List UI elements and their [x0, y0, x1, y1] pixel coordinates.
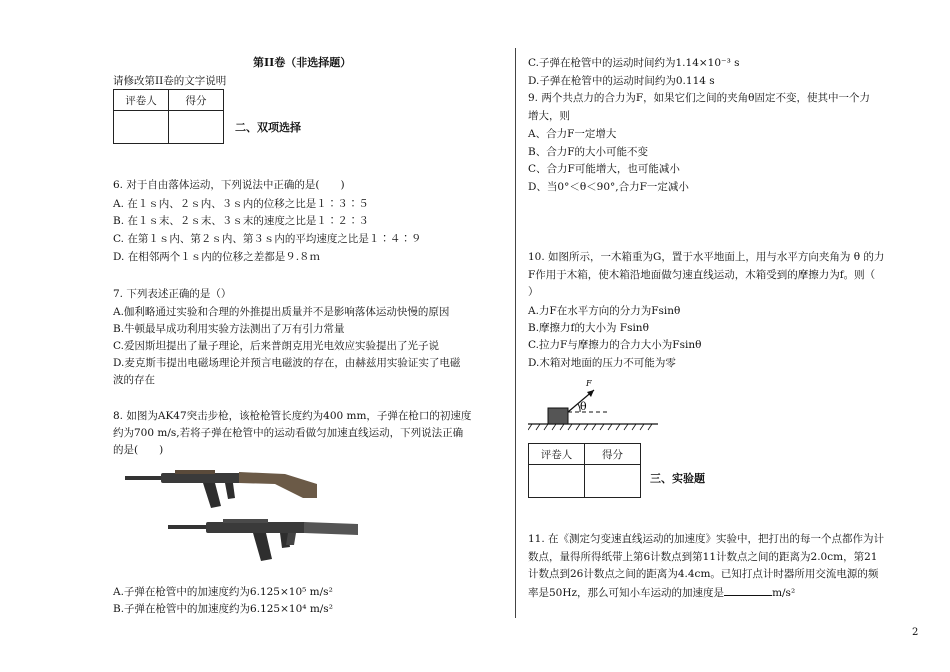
- q6-option-c: C. 在第１ｓ内、第２ｓ内、第３ｓ内的平均速度之比是１∶４∶９: [113, 233, 422, 245]
- rifle-image-bottom: [168, 515, 363, 565]
- q8-stem: 的是( ): [113, 444, 164, 456]
- q10-option-c: C.拉力F与摩擦力的合力大小为Fsinθ: [528, 339, 702, 351]
- q11-stem-last: [528, 585, 795, 600]
- q11-stem: 数点，量得所得纸带上第6计数点到第11计数点之间的距离为2.0cm，第21: [528, 551, 878, 563]
- q6-stem: 6. 对于自由落体运动，下列说法中正确的是( ): [113, 179, 345, 191]
- section-title: 三、实验题: [650, 472, 705, 485]
- rifle-image-top: [125, 462, 320, 510]
- q6-option-b: B. 在１ｓ末、２ｓ末、３ｓ末的速度之比是１∶２∶３: [113, 215, 369, 227]
- angle-label: θ: [580, 400, 587, 413]
- force-label: F: [586, 379, 592, 388]
- reviewer-header: 评卷人: [114, 90, 169, 111]
- score-table: [113, 89, 224, 144]
- q8-stem: 8. 如图为AK47突击步枪，该枪枪管长度约为400 mm，子弹在枪口的初速度: [113, 410, 472, 422]
- q9-option-a: A、合力F一定增大: [528, 128, 617, 140]
- q10-stem: ）: [528, 286, 539, 298]
- q8-stem: 约为700 m/s,若将子弹在枪管中的运动看做匀加速直线运动，下列说法正确: [113, 427, 464, 439]
- q9-stem: 增大，则: [528, 110, 570, 122]
- page-number: 2: [912, 627, 919, 638]
- q9-option-c: C、合力F可能增大，也可能减小: [528, 163, 680, 175]
- score-header: 得分: [585, 444, 641, 465]
- force-diagram: [528, 372, 668, 432]
- q8-option-b: B.子弹在枪管中的加速度约为6.125×10⁴ m/s²: [113, 603, 333, 615]
- reviewer-header: 评卷人: [529, 444, 585, 465]
- q9-stem: 9. 两个共点力的合力为F，如果它们之间的夹角θ固定不变，使其中一个力: [528, 92, 870, 104]
- instruction: 请修改第II卷的文字说明: [113, 75, 227, 87]
- q9-option-b: B、合力F的大小可能不变: [528, 146, 649, 158]
- q9-option-d: D、当0°＜θ＜90°,合力F一定减小: [528, 181, 689, 193]
- score-header: 得分: [169, 90, 224, 111]
- q10-option-b: B.摩擦力f的大小为 Fsinθ: [528, 322, 649, 334]
- score-cell: [169, 111, 224, 144]
- q8-option-a: A.子弹在枪管中的加速度约为6.125×10⁵ m/s²: [113, 586, 333, 598]
- part-title: 第II卷（非选择题）: [253, 56, 352, 69]
- q10-option-a: A.力F在水平方向的分力为Fsinθ: [528, 305, 681, 317]
- q10-stem: 10. 如图所示，一木箱重为G，置于水平地面上，用与水平方向夹角为 θ 的力: [528, 251, 885, 263]
- q11-text: 率是50Hz，那么可知小车运动的加速度是: [528, 587, 725, 599]
- section-title: 二、双项选择: [235, 121, 301, 134]
- score-table-2: [528, 443, 641, 498]
- q7-option-b: B.牛顿最早成功利用实验方法测出了万有引力常量: [113, 323, 345, 335]
- q11-stem: 11. 在《测定匀变速直线运动的加速度》实验中，把打出的每一个点都作为计: [528, 533, 885, 545]
- q7-option-d: D.麦克斯韦提出电磁场理论并预言电磁波的存在，由赫兹用实验证实了电磁: [113, 357, 461, 369]
- column-divider: [515, 48, 516, 618]
- reviewer-cell: [114, 111, 169, 144]
- q7-option-a: A.伽利略通过实验和合理的外推提出质量并不是影响落体运动快慢的原因: [113, 306, 450, 318]
- q11-stem: 计数点到26计数点之间的距离为4.4cm。已知打点计时器所用交流电源的频: [528, 568, 879, 580]
- q7-stem: 7. 下列表述正确的是（）: [113, 288, 232, 300]
- reviewer-cell: [529, 465, 585, 498]
- q7-option-c: C.爱因斯坦提出了量子理论，后来普朗克用光电效应实验提出了光子说: [113, 340, 439, 352]
- q10-option-d: D.木箱对地面的压力不可能为零: [528, 357, 676, 369]
- q10-stem: F作用于木箱，使木箱沿地面做匀速直线运动，木箱受到的摩擦力为f。则（: [528, 269, 876, 281]
- q8-option-d: D.子弹在枪管中的运动时间约为0.114 s: [528, 75, 715, 87]
- answer-blank[interactable]: [724, 585, 772, 596]
- q6-option-a: A. 在１ｓ内、２ｓ内、３ｓ内的位移之比是１∶３∶５: [113, 198, 369, 210]
- q11-unit: m/s²: [772, 587, 796, 599]
- score-cell: [585, 465, 641, 498]
- q8-option-c: C.子弹在枪管中的运动时间约为1.14×10⁻³ s: [528, 57, 740, 69]
- q6-option-d: D. 在相邻两个１ｓ内的位移之差都是９.８ｍ: [113, 251, 321, 263]
- q7-option-d-cont: 波的存在: [113, 374, 155, 386]
